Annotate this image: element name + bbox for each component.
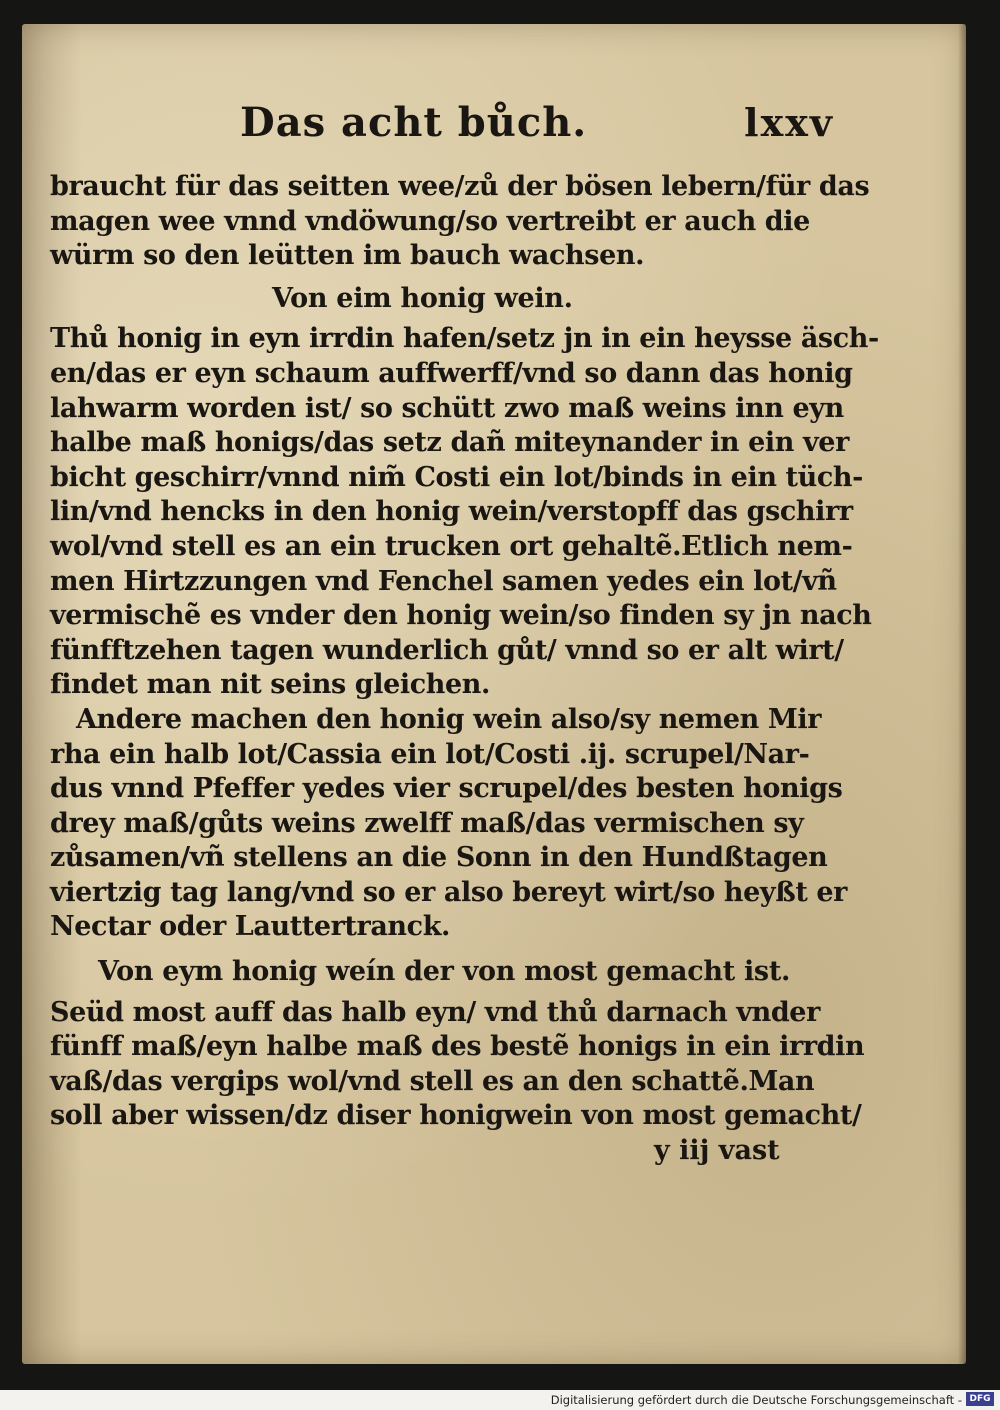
- text-line: wol/vnd stell es an ein trucken ort gehaltẽ.Etlich nem-: [50, 530, 853, 562]
- footer-bar: [0, 1390, 1000, 1410]
- funding-credit: Digitalisierung gefördert durch die Deutsche Forschungsgemeinschaft -: [550, 1393, 962, 1407]
- text-line: Nectar oder Lauttertranck.: [50, 911, 451, 943]
- text-line: men Hirtzzungen vnd Fenchel samen yedes ein lot/vñ: [50, 565, 837, 597]
- text-line: drey maß/gůts weins zwelff maß/das vermischen sy: [50, 807, 804, 839]
- text-line: soll aber wissen/dz diser honigwein von most gemacht/: [50, 1100, 862, 1132]
- text-line: Seüd most auff das halb eyn/ vnd thů darnach vnder: [50, 996, 820, 1028]
- text-line: dus vnnd Pfeffer yedes vier scrupel/des besten honigs: [50, 773, 843, 805]
- dfg-logo: DFG: [966, 1392, 994, 1406]
- text-line: zůsamen/vñ stellens an die Sonn in den Hundßtagen: [50, 842, 828, 874]
- signature-catchword: y iij vast: [654, 1135, 780, 1167]
- section-heading: Von eym honig weín der von most gemacht ist.: [98, 956, 791, 988]
- text-line: vaß/das vergips wol/vnd stell es an den schattẽ.Man: [50, 1065, 815, 1097]
- text-line: lahwarm worden ist/ so schütt zwo maß weins inn eyn: [50, 392, 844, 424]
- text-line: Andere machen den honig wein also/sy nemen Mir: [76, 703, 822, 735]
- book-page: [22, 24, 966, 1364]
- text-line: fünfftzehen tagen wunderlich gůt/ vnnd so er alt wirt/: [50, 634, 844, 666]
- text-line: viertzig tag lang/vnd so er also bereyt wirt/so heyßt er: [50, 876, 848, 908]
- page-text: [50, 96, 879, 1169]
- text-line: en/das er eyn schaum auffwerff/vnd so dann das honig: [50, 357, 853, 389]
- text-line: halbe maß honigs/das setz dañ miteynander in ein ver: [50, 427, 849, 459]
- page-edge-shadow: [958, 24, 966, 1364]
- running-head-title: Das acht bůch.: [240, 99, 588, 146]
- section-heading: Von eim honig wein.: [272, 282, 573, 314]
- text-line: braucht für das seitten wee/zů der bösen lebern/für das: [50, 171, 870, 202]
- folio-number: lxxv: [744, 100, 834, 145]
- text-line: Thů honig in eyn irrdin hafen/setz jn in ein heysse äsch-: [50, 323, 879, 355]
- text-line: rha ein halb lot/Cassia ein lot/Costi .ij. scrupel/Nar-: [50, 738, 810, 770]
- text-line: lin/vnd hencks in den honig wein/verstopff das gschirr: [50, 496, 853, 528]
- text-line: magen wee vnnd vndöwung/so vertreibt er auch die: [50, 205, 810, 237]
- text-line: vermischẽ es vnder den honig wein/so finden sy jn nach: [50, 600, 872, 632]
- text-line: bicht geschirr/vnnd nim̃ Costi ein lot/binds in ein tüch-: [50, 461, 863, 493]
- text-line: findet man nit seins gleichen.: [50, 669, 490, 701]
- running-head: [50, 96, 834, 170]
- text-line: fünff maß/eyn halbe maß des bestẽ honigs in ein irrdin: [50, 1031, 865, 1063]
- text-line: würm so den leütten im bauch wachsen.: [50, 240, 645, 272]
